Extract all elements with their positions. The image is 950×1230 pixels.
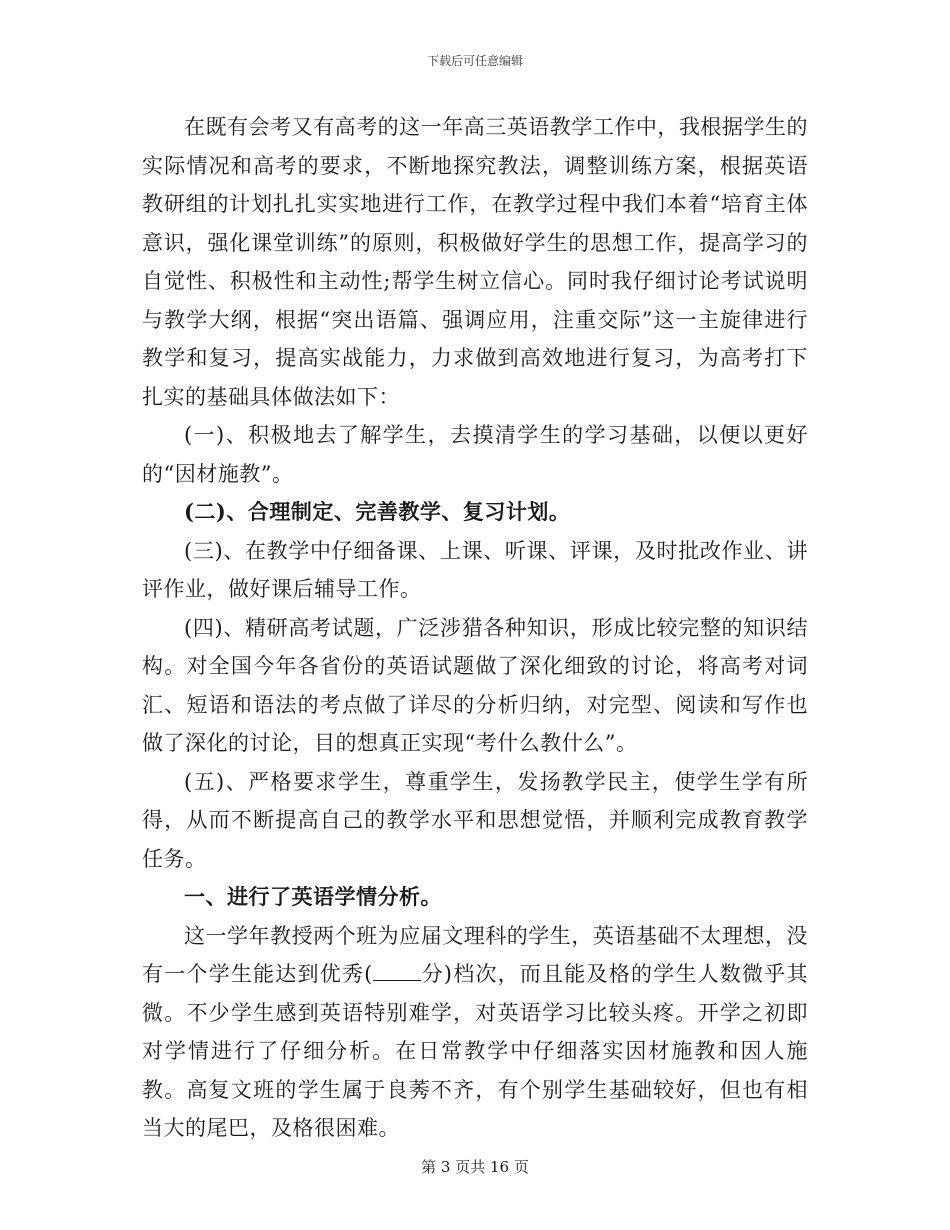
list-item-3: (三)、在教学中仔细备课、上课、听课、评课，及时批改作业、讲评作业，做好课后辅导工作。 <box>142 538 808 601</box>
intro-paragraph: 在既有会考又有高考的这一年高三英语教学工作中，我根据学生的实际情况和高考的要求，不断地探究教法，调整训练方案，根据英语教研组的计划扎扎实实地进行工作，在教学过程中我们本着“培育主体意识，强化课堂训练”的原则，积极做好学生的思想工作，提高学习的自觉性、积极性和主动性;帮学生树立信心。同时我仔细讨论考试说明与教学大纲，根据“突出语篇、强调应用，注重交际”这一主旋律进行教学和复习，提高实战能力，力求做到高效地进行复习，为高考打下扎实的基础具体做法如下： <box>142 115 808 409</box>
score-blank <box>373 980 421 981</box>
section-text-after-blank: 分)档次，而且能及格的学生人数微乎其微。不少学生感到英语特别难学，对英语学习比较头疼。开学之初即对学情进行了仔细分析。在日常教学中仔细落实因材施教和因人施教。高复文班的学生属于良莠不齐，有个别学生基础较好，但也有相当大的尾巴，及格很困难。 <box>142 962 808 1140</box>
list-item-5: (五)、严格要求学生，尊重学生，发扬教学民主，使学生学有所得，从而不断提高自己的教学水平和思想觉悟，并顺利完成教育教学任务。 <box>142 769 808 871</box>
page-number: 第 3 页共 16 页 <box>421 1158 529 1176</box>
section-text-before-blank: 这一学年教授两个班为应届文理科的学生，英语基础不太理想，没有一个学生能达到优秀( <box>142 923 808 986</box>
section-heading: 一、进行了英语学情分析。 <box>184 884 442 909</box>
page-header-note: 下载后可任意编辑 <box>426 54 523 68</box>
document-body <box>142 108 808 1148</box>
list-item-1: (一)、积极地去了解学生，去摸清学生的学习基础，以便以更好的“因材施教”。 <box>142 423 808 486</box>
list-item-4: (四)、精研高考试题，广泛涉猎各种知识，形成比较完整的知识结构。对全国今年各省份的英语试题做了深化细致的讨论，将高考对词汇、短语和语法的考点做了详尽的分析归纳，对完型、阅读和写作也做了深化的讨论，目的想真正实现“考什么教什么”。 <box>142 615 808 755</box>
section-paragraph <box>142 917 808 1148</box>
list-item-2: (二)、合理制定、完善教学、复习计划。 <box>184 499 571 524</box>
